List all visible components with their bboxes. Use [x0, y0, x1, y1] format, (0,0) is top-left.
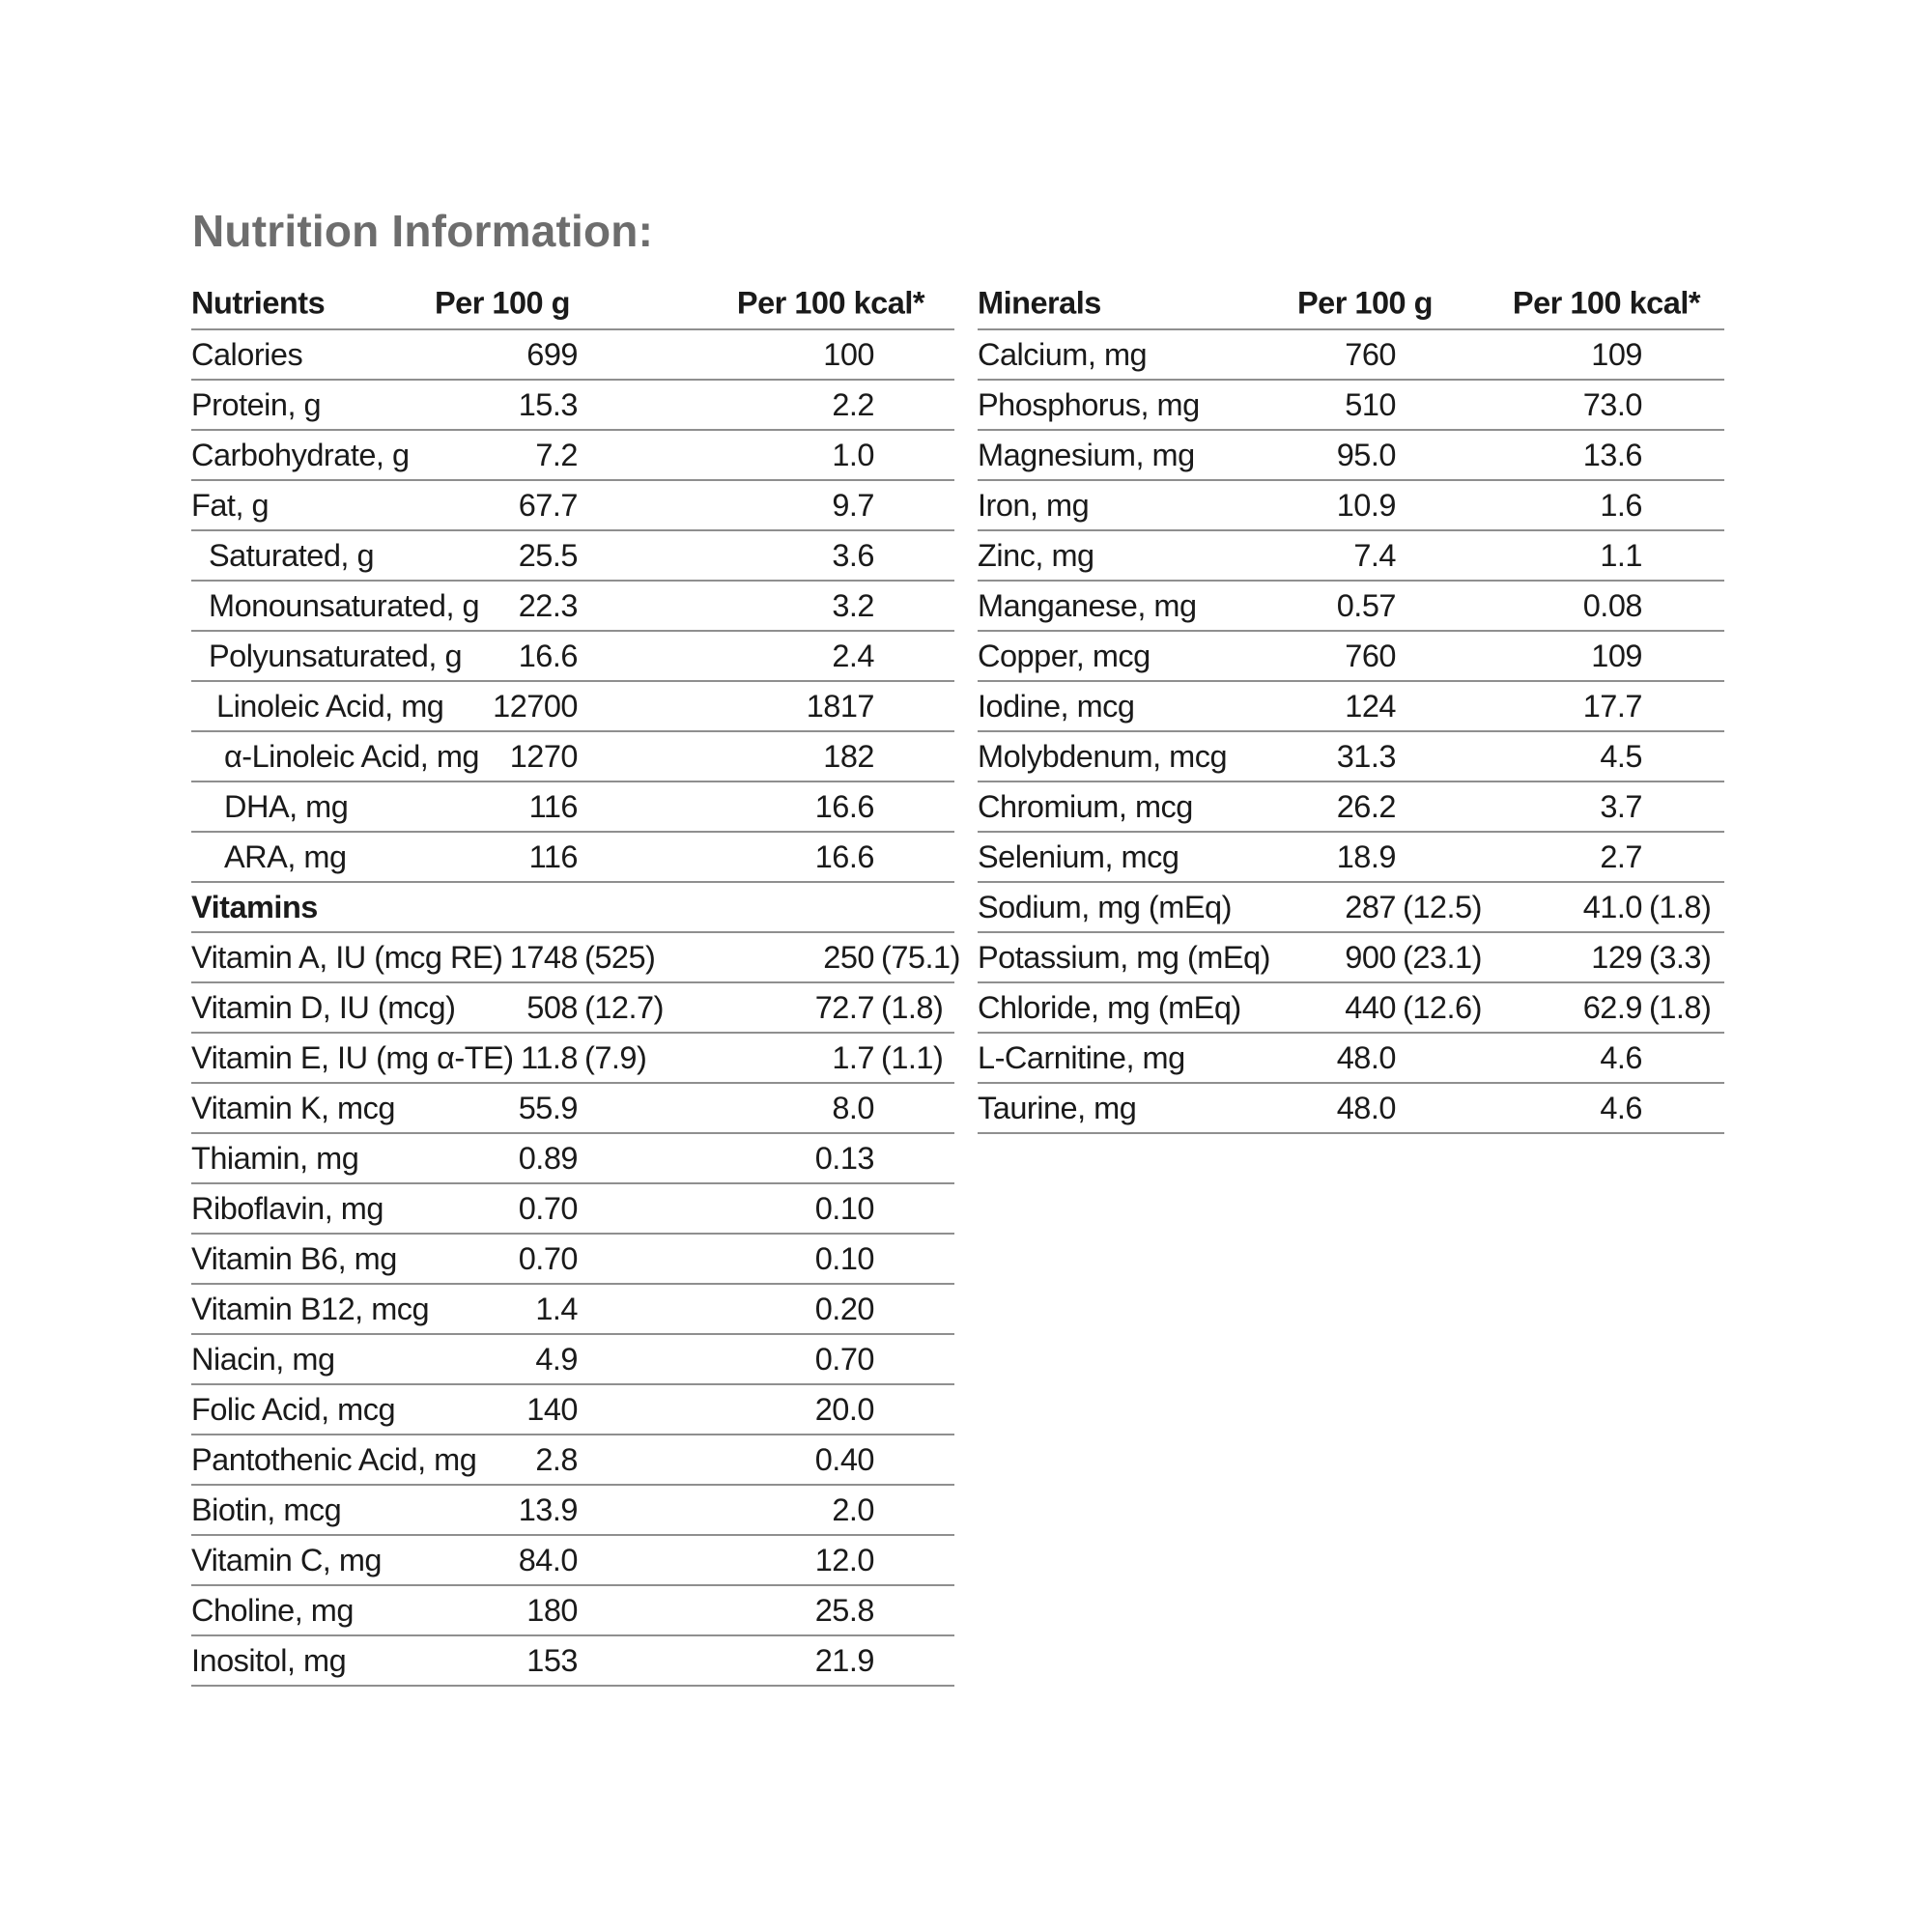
per-100kcal-value: 62.9 [1582, 989, 1642, 1025]
per-100kcal-value: 0.10 [814, 1240, 874, 1276]
table-row [978, 983, 1724, 1034]
per-100kcal-value: 0.70 [814, 1341, 874, 1377]
per-100g-paren-value: (12.5) [1403, 889, 1482, 924]
per-100g-value: 440 [1345, 989, 1396, 1025]
per-100kcal-value: 3.7 [1600, 788, 1642, 824]
per-100kcal-value: 100 [823, 336, 874, 372]
per-100kcal-value: 1.0 [832, 437, 874, 472]
table-row [191, 1184, 954, 1235]
nutrient-label: Vitamin E, IU (mg α-TE) [191, 1039, 514, 1075]
table-row [978, 1034, 1724, 1084]
per-100kcal-value: 1.6 [1600, 487, 1642, 523]
nutrient-label: Vitamin K, mcg [191, 1090, 395, 1125]
per-100kcal-value: 2.4 [832, 638, 874, 673]
per-100kcal-value: 25.8 [814, 1592, 874, 1628]
nutrient-label: Iodine, mcg [978, 688, 1135, 724]
nutrient-label: ARA, mg [224, 838, 347, 874]
nutrient-label: Monounsaturated, g [209, 587, 480, 623]
nutrient-label: Phosphorus, mg [978, 386, 1200, 422]
per-100kcal-value: 3.2 [832, 587, 874, 623]
table-row [978, 1084, 1724, 1134]
per-100kcal-value: 129 [1591, 939, 1642, 975]
per-100g-value: 287 [1345, 889, 1396, 924]
per-100g-value: 4.9 [535, 1341, 578, 1377]
per-100g-value: 25.5 [518, 537, 578, 573]
table-row [978, 883, 1724, 933]
per-100g-value: 508 [526, 989, 578, 1025]
per-100kcal-value: 1.1 [1600, 537, 1642, 573]
table-row [978, 682, 1724, 732]
per-100kcal-value: 2.0 [832, 1492, 874, 1527]
per-100kcal-value: 4.5 [1600, 738, 1642, 774]
per-100g-value: 900 [1345, 939, 1396, 975]
per-100kcal-value: 1.7 [832, 1039, 874, 1075]
per-100g-value: 16.6 [518, 638, 578, 673]
table-row [191, 582, 954, 632]
table-row [191, 1385, 954, 1435]
per-100g-paren-value: (7.9) [584, 1039, 647, 1075]
per-100g-value: 510 [1345, 386, 1396, 422]
table-row [191, 933, 960, 983]
per-100g-value: 140 [526, 1391, 578, 1427]
nutrient-label: Linoleic Acid, mg [216, 688, 444, 724]
per-100kcal-paren-value: (1.8) [1649, 889, 1712, 924]
per-100g-value: 67.7 [518, 487, 578, 523]
per-100kcal-paren-value: (1.8) [881, 989, 944, 1025]
table-row [191, 1335, 954, 1385]
per-100g-value: 116 [528, 788, 578, 824]
per-100kcal-paren-value: (3.3) [1649, 939, 1712, 975]
column-header-per-100kcal: Per 100 kcal* [736, 285, 924, 321]
table-row [978, 833, 1724, 883]
per-100kcal-paren-value: (75.1) [881, 939, 960, 975]
per-100kcal-value: 20.0 [814, 1391, 874, 1427]
per-100kcal-value: 12.0 [814, 1542, 874, 1577]
per-100g-value: 26.2 [1336, 788, 1396, 824]
nutrient-label: Chromium, mcg [978, 788, 1193, 824]
column-header-per-100g: Per 100 g [434, 285, 570, 321]
column-header-minerals: Minerals [978, 285, 1101, 321]
table-row [978, 582, 1724, 632]
per-100g-value: 7.2 [535, 437, 578, 472]
table-row [191, 782, 954, 833]
table-row [191, 1235, 954, 1285]
table-row [191, 833, 954, 883]
table-row [191, 1636, 954, 1687]
table-row [978, 732, 1724, 782]
table-row [191, 1084, 954, 1134]
per-100kcal-value: 0.08 [1582, 587, 1642, 623]
per-100g-value: 1.4 [535, 1291, 578, 1326]
table-row [191, 883, 954, 933]
nutrient-label: Magnesium, mg [978, 437, 1195, 472]
column-header-nutrients: Nutrients [191, 285, 326, 321]
per-100g-value: 116 [528, 838, 578, 874]
nutrient-label: Calories [191, 336, 303, 372]
table-row [978, 531, 1724, 582]
table-row [191, 983, 954, 1034]
nutrient-label: Vitamin B6, mg [191, 1240, 397, 1276]
per-100kcal-value: 16.6 [814, 788, 874, 824]
nutrient-label: Copper, mcg [978, 638, 1151, 673]
table-row [191, 1134, 954, 1184]
per-100g-value: 10.9 [1336, 487, 1396, 523]
table-row [978, 933, 1724, 983]
nutrient-label: Chloride, mg (mEq) [978, 989, 1241, 1025]
per-100g-value: 48.0 [1336, 1090, 1396, 1125]
table-row [978, 632, 1724, 682]
per-100g-paren-value: (23.1) [1403, 939, 1482, 975]
per-100g-value: 0.70 [518, 1190, 578, 1226]
per-100kcal-value: 73.0 [1582, 386, 1642, 422]
per-100kcal-value: 41.0 [1582, 889, 1642, 924]
per-100kcal-value: 250 [823, 939, 874, 975]
per-100kcal-value: 13.6 [1582, 437, 1642, 472]
per-100kcal-value: 2.7 [1600, 838, 1642, 874]
per-100g-value: 84.0 [518, 1542, 578, 1577]
minerals-header-row [978, 282, 1724, 330]
table-row [978, 381, 1724, 431]
per-100kcal-value: 0.10 [814, 1190, 874, 1226]
nutrient-label: Saturated, g [209, 537, 375, 573]
table-row [191, 531, 954, 582]
table-row [191, 1586, 954, 1636]
minerals-table-body [978, 330, 1724, 1134]
per-100g-value: 180 [526, 1592, 578, 1628]
per-100kcal-value: 0.20 [814, 1291, 874, 1326]
per-100kcal-value: 9.7 [832, 487, 874, 523]
per-100kcal-value: 109 [1591, 638, 1642, 673]
per-100g-value: 153 [526, 1642, 578, 1678]
table-row [978, 782, 1724, 833]
nutrient-label: Potassium, mg (mEq) [978, 939, 1270, 975]
per-100g-value: 1748 [509, 939, 578, 975]
nutrient-label: Choline, mg [191, 1592, 354, 1628]
table-row [978, 481, 1724, 531]
table-row [191, 682, 954, 732]
per-100kcal-value: 2.2 [832, 386, 874, 422]
per-100kcal-value: 16.6 [814, 838, 874, 874]
table-row [978, 431, 1724, 481]
per-100kcal-value: 4.6 [1600, 1090, 1642, 1125]
per-100kcal-paren-value: (1.1) [881, 1039, 944, 1075]
nutrient-label: Thiamin, mg [191, 1140, 359, 1176]
nutrient-label: Niacin, mg [191, 1341, 335, 1377]
per-100kcal-value: 109 [1591, 336, 1642, 372]
per-100g-value: 12700 [493, 688, 578, 724]
per-100g-value: 22.3 [518, 587, 578, 623]
nutrient-label: Sodium, mg (mEq) [978, 889, 1232, 924]
nutrient-label: Calcium, mg [978, 336, 1148, 372]
per-100kcal-paren-value: (1.8) [1649, 989, 1712, 1025]
page-title: Nutrition Information: [192, 206, 654, 256]
per-100g-value: 13.9 [518, 1492, 578, 1527]
per-100g-value: 95.0 [1336, 437, 1396, 472]
nutrient-label: Protein, g [191, 386, 322, 422]
table-row [191, 1486, 954, 1536]
per-100g-value: 0.89 [518, 1140, 578, 1176]
per-100g-value: 48.0 [1336, 1039, 1396, 1075]
table-row [191, 1034, 954, 1084]
per-100g-value: 1270 [509, 738, 578, 774]
nutrient-label: DHA, mg [224, 788, 349, 824]
per-100g-value: 2.8 [535, 1441, 578, 1477]
nutrients-table-body [191, 330, 960, 1687]
per-100kcal-value: 0.40 [814, 1441, 874, 1477]
per-100g-value: 15.3 [518, 386, 578, 422]
minerals-table [978, 282, 1724, 1134]
table-row [191, 632, 954, 682]
per-100g-value: 11.8 [521, 1039, 578, 1075]
per-100kcal-value: 182 [823, 738, 874, 774]
per-100kcal-value: 72.7 [814, 989, 874, 1025]
nutrient-label: Inositol, mg [191, 1642, 347, 1678]
per-100kcal-value: 21.9 [814, 1642, 874, 1678]
table-row [191, 1285, 954, 1335]
nutrient-label: Manganese, mg [978, 587, 1197, 623]
nutrient-label: Riboflavin, mg [191, 1190, 384, 1226]
per-100kcal-value: 17.7 [1582, 688, 1642, 724]
column-header-per-100kcal: Per 100 kcal* [1512, 285, 1700, 321]
per-100g-value: 18.9 [1336, 838, 1396, 874]
nutrients-table [191, 282, 960, 1687]
per-100g-paren-value: (525) [584, 939, 656, 975]
nutrient-label: Molybdenum, mcg [978, 738, 1228, 774]
nutrient-label: Vitamin A, IU (mcg RE) [191, 939, 503, 975]
nutrient-label: α-Linoleic Acid, mg [224, 738, 479, 774]
per-100kcal-value: 1817 [806, 688, 874, 724]
nutrient-label: L-Carnitine, mg [978, 1039, 1185, 1075]
nutrient-label: Iron, mg [978, 487, 1090, 523]
nutrient-label: Pantothenic Acid, mg [191, 1441, 477, 1477]
table-row [191, 732, 954, 782]
per-100g-value: 124 [1345, 688, 1396, 724]
nutrient-label: Vitamin B12, mcg [191, 1291, 430, 1326]
table-row [191, 381, 954, 431]
table-row [191, 330, 954, 381]
per-100g-value: 7.4 [1353, 537, 1396, 573]
per-100g-value: 0.70 [518, 1240, 578, 1276]
nutrient-label: Zinc, mg [978, 537, 1094, 573]
nutrient-label: Folic Acid, mcg [191, 1391, 396, 1427]
nutrient-label: Taurine, mg [978, 1090, 1137, 1125]
per-100kcal-value: 4.6 [1600, 1039, 1642, 1075]
table-row [191, 1435, 954, 1486]
table-row [191, 431, 954, 481]
table-row [191, 481, 954, 531]
per-100g-value: 699 [526, 336, 578, 372]
nutrient-label: Carbohydrate, g [191, 437, 410, 472]
nutrient-label: Vitamin D, IU (mcg) [191, 989, 456, 1025]
per-100kcal-value: 8.0 [832, 1090, 874, 1125]
nutrient-label: Selenium, mcg [978, 838, 1179, 874]
per-100g-value: 760 [1345, 336, 1396, 372]
table-row [191, 1536, 954, 1586]
per-100g-value: 760 [1345, 638, 1396, 673]
table-row [978, 330, 1724, 381]
nutrients-header-row [191, 282, 954, 330]
per-100g-paren-value: (12.7) [584, 989, 664, 1025]
per-100g-paren-value: (12.6) [1403, 989, 1482, 1025]
nutrient-label: Biotin, mcg [191, 1492, 342, 1527]
per-100g-value: 31.3 [1336, 738, 1396, 774]
nutrient-label: Vitamin C, mg [191, 1542, 382, 1577]
per-100g-value: 55.9 [518, 1090, 578, 1125]
nutrient-label: Polyunsaturated, g [209, 638, 463, 673]
per-100kcal-value: 0.13 [814, 1140, 874, 1176]
nutrient-label: Vitamins [191, 889, 318, 924]
per-100g-value: 0.57 [1336, 587, 1396, 623]
nutrient-label: Fat, g [191, 487, 270, 523]
per-100kcal-value: 3.6 [832, 537, 874, 573]
column-header-per-100g: Per 100 g [1296, 285, 1433, 321]
